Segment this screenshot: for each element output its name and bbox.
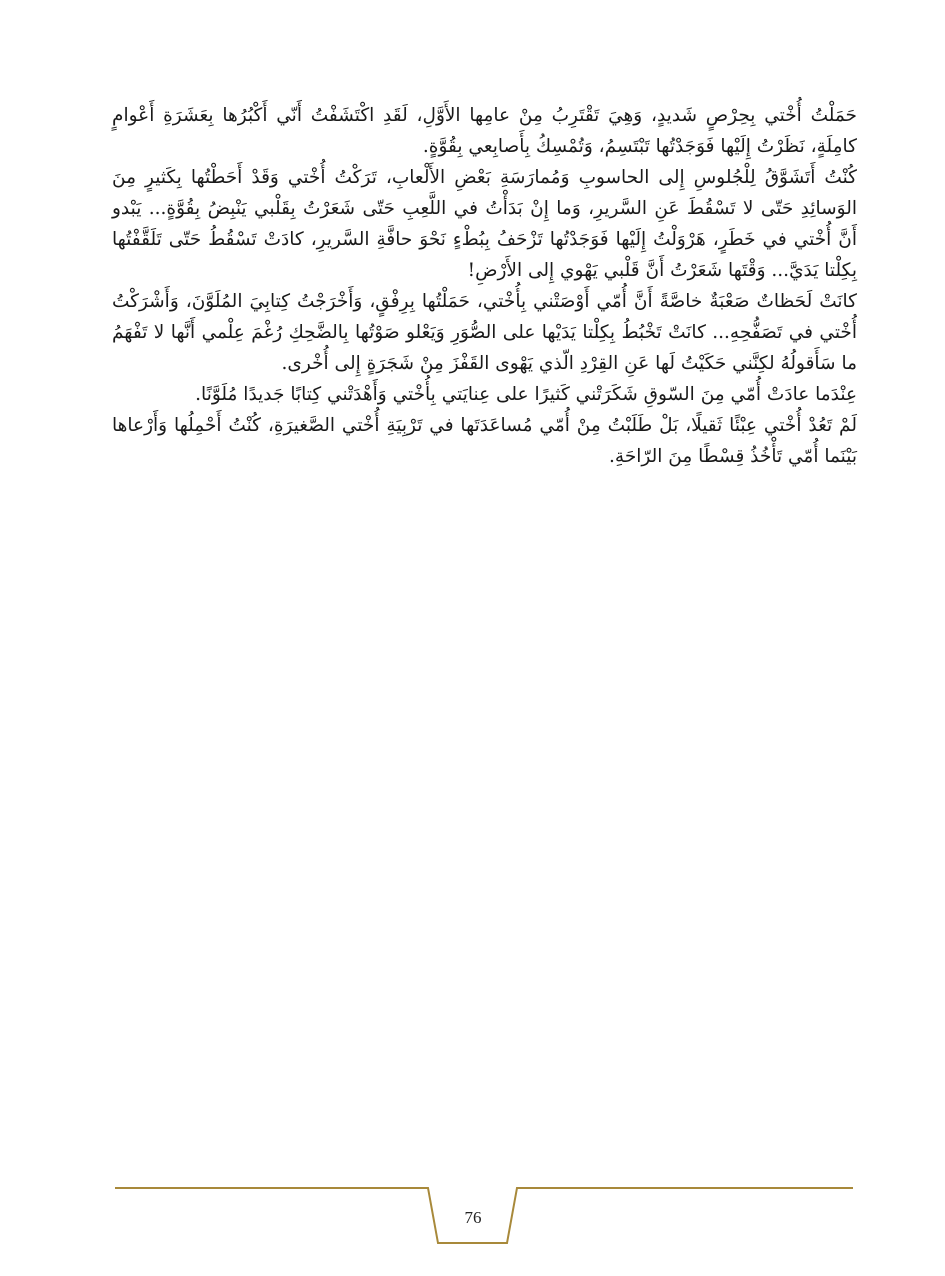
story-body [112, 100, 857, 472]
paragraph-2: كُنْتُ أَتَشَوَّقُ لِلْجُلوسِ إِلى الحاسوبِ وَمُمارَسَةِ بَعْضِ الأَلْعابِ، تَرَكْتُ أُخْتي وَقَدْ أَحَطْتُها بِكَثيرٍ مِنَ الوَسائِدِ حَتّى لا تَسْقُطَ عَنِ السَّريرِ، وَما إِنْ بَدَأْتُ في اللَّعِبِ حَتّى شَعَرْتُ بِقَلْبي يَنْبِضُ بِقُوَّةٍ... يَبْدو أَنَّ أُخْتي في خَطَرٍ، هَرْوَلْتُ إِلَيْها فَوَجَدْتُها تَزْحَفُ بِبُطْءٍ نَحْوَ حافَّةِ السَّريرِ، كادَتْ تَسْقُطُ حَتّى تَلَقَّفْتُها بِكِلْتا يَدَيَّ... وَقْتَها شَعَرْتُ أَنَّ قَلْبي يَهْوي إِلى الأَرْضِ! [112, 167, 857, 281]
page-number: 76 [464, 1208, 482, 1227]
paragraph-3: كانَتْ لَحَظاتٌ صَعْبَةٌ خاصَّةً أَنَّ أُمّي أَوْصَتْني بِأُخْتي، حَمَلْتُها بِرِفْقٍ، وَأَخْرَجْتُ كِتابِيَ المُلَوَّنَ، وَأَشْرَكْتُ أُخْتي في تَصَفُّحِهِ... كانَتْ تَخْبُطُ بِكِلْتا يَدَيْها على الصُّوَرِ وَيَعْلو صَوْتُها بِالضَّحِكِ رُغْمَ عِلْمي أَنَّها لا تَفْهَمُ ما سَأَقولُهُ لكِنَّني حَكَيْتُ لَها عَنِ القِرْدِ الّذي يَهْوى القَفْزَ مِنْ شَجَرَةٍ إِلى أُخْرى. [112, 291, 857, 374]
paragraph-4: عِنْدَما عادَتْ أُمّي مِنَ السّوقِ شَكَرَتْني كَثيرًا على عِنايَتي بِأُخْتي وَأَهْدَتْني كِتابًا جَديدًا مُلَوَّنًا. [195, 384, 857, 405]
paragraph-1: حَمَلْتُ أُخْتي بِحِرْصٍ شَديدٍ، وَهِيَ تَقْتَرِبُ مِنْ عامِها الأَوَّلِ، لَقَدِ اكْتَشَفْتُ أَنّي أَكْبُرُها بِعَشَرَةِ أَعْوامٍ كامِلَةٍ، نَظَرْتُ إِلَيْها فَوَجَدْتُها تَبْتَسِمُ، وَتُمْسِكُ بِأَصابِعي بِقُوَّةٍ. [112, 105, 857, 157]
paragraph-5: لَمْ تَعُدْ أُخْتي عِبْئًا ثَقيلًا، بَلْ طَلَبْتُ مِنْ أُمّي مُساعَدَتَها في تَرْبِيَةِ أُخْتي الصَّغيرَةِ، كُنْتُ أَحْمِلُها وَأَرْعاها بَيْنَما أُمّي تَأْخُذُ قِسْطًا مِنَ الرّاحَةِ. [112, 415, 857, 467]
